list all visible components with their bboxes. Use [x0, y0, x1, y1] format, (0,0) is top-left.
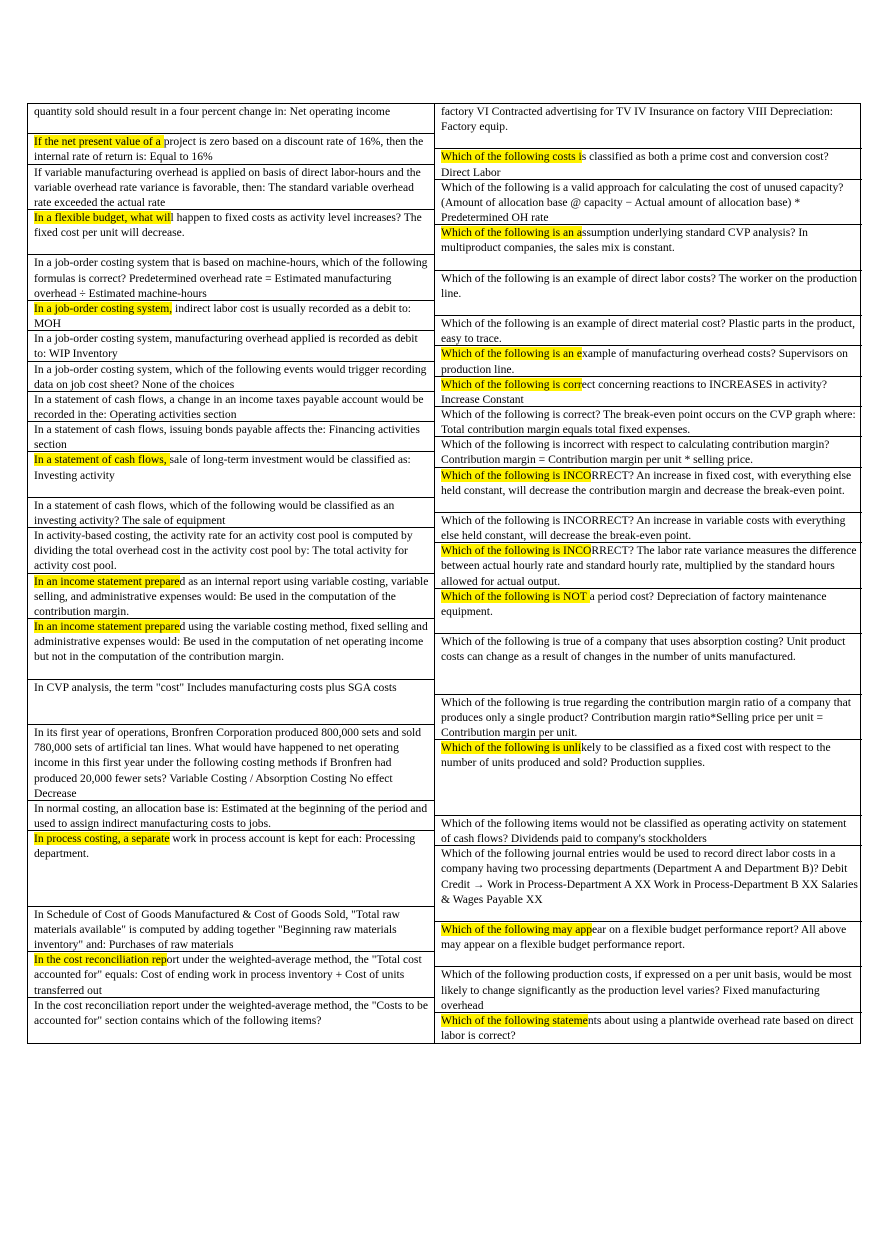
qa-text: Which of the following costs is classified as both a prime cost and conversion cost? Direct Labor: [441, 150, 829, 179]
qa-text: Which of the following is an assumption underlying standard CVP analysis? In multiproduct companies, the sales mix is constant.: [441, 226, 808, 255]
qa-text: Which of the following is true of a company that uses absorption costing? Unit product costs can change as a result of changes in the number of units manufactured.: [441, 635, 846, 664]
qa-cell: [28, 725, 434, 801]
qa-cell: [28, 165, 434, 210]
qa-cell: [435, 377, 862, 407]
qa-cell: [435, 180, 862, 225]
highlight-mark: In a flexible budget, what wil: [34, 211, 171, 225]
qa-text: In a job-order costing system, which of the following events would trigger recording data on job cost sheet? None of the choices: [34, 362, 427, 391]
qa-text: Which of the following is a valid approach for calculating the cost of unused capacity? (Amount of allocation base @ capacity − Actual amount of allocation base) * Predetermined OH rate: [441, 180, 844, 225]
qa-cell: [435, 271, 862, 316]
qa-text: Which of the following statements about using a plantwide overhead rate based on direct labor is correct?: [441, 1013, 854, 1042]
qa-text: Which of the following is INCORRECT? An increase in fixed cost, with everything else held constant, will decrease the contribution margin and decrease the break-even point.: [441, 468, 852, 497]
highlight-mark: Which of the following costs i: [441, 150, 582, 164]
qa-text: Which of the following is true regarding the contribution margin ratio of a company that produces only a single product? Contribution margin ratio*Selling price per unit = Contribution margin per unit.: [441, 695, 851, 740]
qa-text: In CVP analysis, the term "cost" Includes manufacturing costs plus SGA costs: [34, 680, 397, 694]
qa-text: Which of the following items would not be classified as operating activity on statement of cash flows? Dividends paid to company's stockholders: [441, 816, 847, 846]
qa-cell: [28, 831, 434, 907]
qa-cell: [28, 255, 434, 300]
qa-text: In the cost reconciliation report under the weighted-average method, the "Costs to be accounted for" section contains which of the following items?: [34, 998, 428, 1027]
highlight-mark: Which of the following is an e: [441, 347, 583, 361]
qa-text: Which of the following is unlikely to be classified as a fixed cost with respect to the number of units produced and sold? Production supplies.: [441, 741, 831, 770]
left-column: [28, 104, 435, 1043]
qa-cell: [435, 589, 862, 634]
qa-cell: [435, 695, 862, 740]
qa-text: If the net present value of a project is zero based on a discount rate of 16%, then the internal rate of return is: Equal to 16%: [34, 135, 424, 164]
highlight-mark: Which of the following may app: [441, 922, 593, 936]
qa-cell: [435, 922, 862, 967]
qa-text: Which of the following is INCORRECT? An increase in variable costs with everything else held constant, will decrease the break-even point.: [441, 513, 846, 543]
qa-cell: [435, 740, 862, 816]
qa-text: In an income statement prepared using the variable costing method, fixed selling and administrative expenses would: Be used in the computation of net operating income but not in the computation of the contribution margin.: [34, 620, 428, 664]
qa-text: In a job-order costing system, manufacturing overhead applied is recorded as debit to: WIP Inventory: [34, 332, 418, 361]
qa-cell: [28, 528, 434, 573]
qa-text: In the cost reconciliation report under the weighted-average method, the "Total cost accounted for" equals: Cost of ending work in process inventory + Cost of units transferred out: [34, 953, 422, 997]
qa-cell: [28, 680, 434, 725]
right-column: [435, 104, 862, 1043]
qa-text: Which of the following is an example of manufacturing overhead costs? Supervisors on production line.: [441, 347, 848, 376]
qa-cell: [435, 437, 862, 467]
qa-text: quantity sold should result in a four percent change in: Net operating income: [34, 105, 391, 118]
qa-text: In a job-order costing system that is based on machine-hours, which of the following formulas is correct? Predetermined overhead rate = Estimated manufacturing overhead ÷ Estimated machine-hours: [34, 256, 428, 300]
qa-cell: [435, 104, 862, 149]
highlight-mark: Which of the following is NOT: [441, 589, 590, 603]
qa-text: Which of the following is correct? The break-even point occurs on the CVP graph where: Total contribution margin equals total fixed expenses.: [441, 407, 856, 437]
qa-text: In a statement of cash flows, issuing bonds payable affects the: Financing activities section: [34, 423, 420, 452]
qa-cell: [435, 149, 862, 179]
highlight-mark: Which of the following is INCO: [441, 468, 592, 482]
qa-cell: [435, 316, 862, 346]
highlight-mark: Which of the following is corr: [441, 377, 582, 391]
qa-cell: [435, 407, 862, 437]
qa-text: Which of the following is INCORRECT? The labor rate variance measures the difference between actual hourly rate and standard hourly rate, multiplied by the standard hours allowed for actual output.: [441, 544, 857, 588]
qa-cell: [435, 1013, 862, 1043]
study-notes-table: [27, 103, 861, 1044]
qa-cell: [28, 801, 434, 831]
qa-cell: [435, 346, 862, 376]
qa-text: In process costing, a separate work in process account is kept for each: Processing department.: [34, 832, 416, 861]
qa-cell: [28, 210, 434, 255]
qa-text: Which of the following is an example of direct labor costs? The worker on the production line.: [441, 271, 858, 300]
qa-cell: [28, 134, 434, 164]
qa-text: Which of the following may appear on a flexible budget performance report? All above may appear on a flexible budget performance report.: [441, 922, 847, 952]
highlight-mark: In a statement of cash flows,: [34, 453, 170, 467]
qa-text: In a job-order costing system, indirect labor cost is usually recorded as a debit to: MOH: [34, 301, 412, 331]
qa-text: In Schedule of Cost of Goods Manufactured & Cost of Goods Sold, "Total raw materials available" is computed by adding together "Beginning raw materials inventory" and: Purchases of raw materials: [34, 907, 400, 952]
highlight-mark: In an income statement prepare: [34, 620, 180, 633]
highlight-mark: Which of the following stateme: [441, 1013, 588, 1027]
qa-text: factory VI Contracted advertising for TV IV Insurance on factory VIII Depreciation: Factory equip.: [441, 105, 834, 134]
qa-text: In a flexible budget, what will happen to fixed costs as activity level increases? The fixed cost per unit will decrease.: [34, 211, 422, 240]
qa-text: Which of the following production costs, if expressed on a per unit basis, would be most likely to change significantly as the production level varies? Fixed manufacturing overhead: [441, 968, 852, 1012]
qa-cell: [28, 392, 434, 422]
qa-cell: [28, 619, 434, 680]
qa-text: In normal costing, an allocation base is: Estimated at the beginning of the period and used to assign indirect manufacturing costs to jobs.: [34, 801, 428, 830]
qa-cell: [28, 952, 434, 997]
qa-cell: [28, 104, 434, 134]
qa-cell: [435, 543, 862, 588]
qa-cell: [435, 513, 862, 543]
qa-cell: [28, 301, 434, 331]
qa-cell: [435, 468, 862, 513]
qa-text: Which of the following is NOT a period cost? Depreciation of factory maintenance equipment.: [441, 589, 827, 618]
qa-text: Which of the following is incorrect with respect to calculating contribution margin? Contribution margin = Contribution margin per unit * selling price.: [441, 438, 830, 467]
qa-text: In activity-based costing, the activity rate for an activity cost pool is computed by dividing the total overhead cost in the activity cost pool by: The total activity for activity cost pool.: [34, 529, 413, 573]
qa-cell: [435, 967, 862, 1012]
highlight-mark: Which of the following is an a: [441, 226, 583, 240]
qa-cell: [435, 846, 862, 922]
qa-cell: [28, 998, 434, 1028]
qa-cell: [435, 816, 862, 846]
highlight-mark: In a job-order costing system,: [34, 301, 173, 315]
qa-text: Which of the following is correct concerning reactions to INCREASES in activity? Increase Constant: [441, 377, 828, 406]
qa-cell: [28, 498, 434, 528]
highlight-mark: In the cost reconciliation rep: [34, 953, 167, 967]
highlight-mark: Which of the following is INCO: [441, 544, 592, 558]
qa-cell: [28, 362, 434, 392]
qa-cell: [28, 907, 434, 952]
highlight-mark: Which of the following is unli: [441, 741, 582, 755]
qa-cell: [28, 452, 434, 497]
qa-cell: [435, 634, 862, 695]
qa-text: In its first year of operations, Bronfren Corporation produced 800,000 sets and sold 780,000 sets of artificial tan lines. What would have happened to net operating income in this first year under the following costing methods if Bronfren had produced 20,000 fewer sets? Variable Costing / Absorption Costing No effect Decrease: [34, 726, 422, 800]
qa-cell: [28, 331, 434, 361]
qa-text: In a statement of cash flows, which of the following would be classified as an investing activity? The sale of equipment: [34, 498, 395, 527]
highlight-mark: If the net present value of a: [34, 135, 164, 149]
qa-cell: [435, 225, 862, 270]
highlight-mark: In an income statement prepare: [34, 574, 180, 588]
qa-text: If variable manufacturing overhead is applied on basis of direct labor-hours and the variable overhead rate variance is favorable, then: The standard variable overhead rate exceeded the actual rate: [34, 165, 421, 209]
qa-cell: [28, 574, 434, 619]
qa-text: Which of the following journal entries would be used to record direct labor costs in a company having two processing departments (Department A and Department B)? Debit Credit → Work in Process-Department A XX Work in Process-Department B XX Salaries & Wages Payable XX: [441, 847, 858, 906]
qa-text: Which of the following is an example of direct material cost? Plastic parts in the product, easy to trace.: [441, 317, 856, 346]
qa-text: In an income statement prepared as an internal report using variable costing, variable selling, and administrative expenses would: Be used in the computation of the contribution margin.: [34, 574, 429, 618]
qa-text: In a statement of cash flows, sale of long-term investment would be classified as: Investing activity: [34, 453, 411, 482]
highlight-mark: In process costing, a separate: [34, 832, 170, 846]
qa-cell: [28, 422, 434, 452]
qa-text: In a statement of cash flows, a change in an income taxes payable account would be recorded in the: Operating activities section: [34, 392, 424, 421]
